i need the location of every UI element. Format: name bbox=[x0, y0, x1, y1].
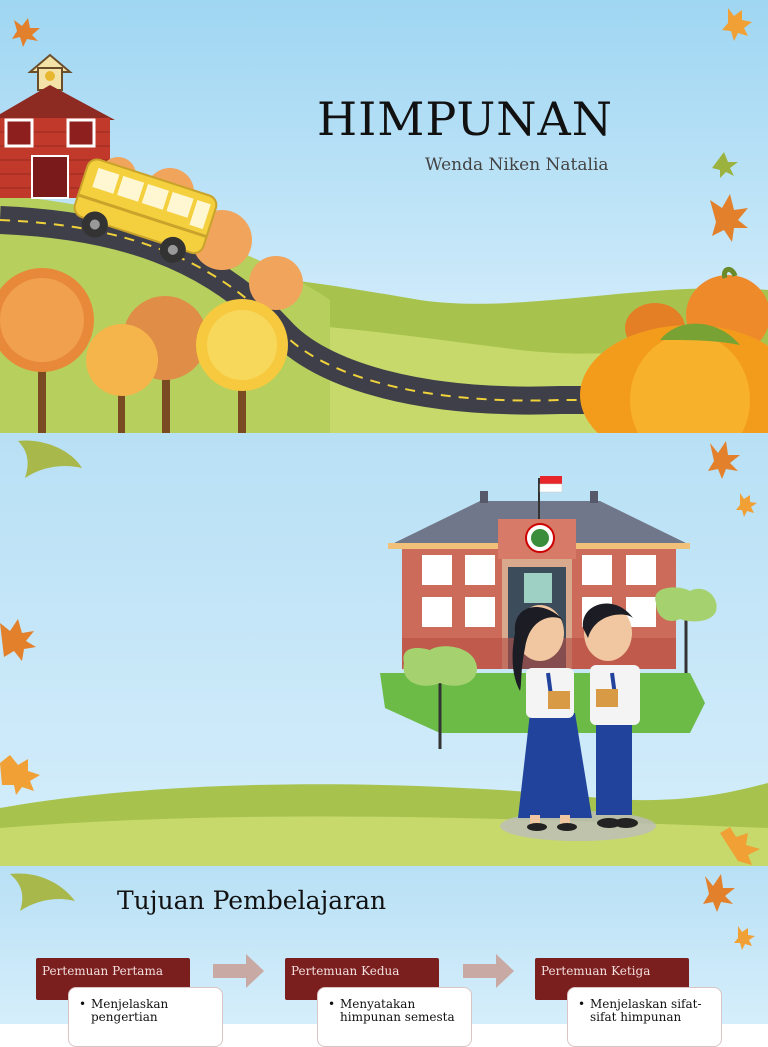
tujuan-heading: Tujuan Pembelajaran bbox=[117, 886, 387, 915]
bullet-icon: • bbox=[328, 997, 336, 1011]
bullet-icon: • bbox=[578, 997, 586, 1011]
meeting-card-1 bbox=[68, 987, 223, 1047]
meeting-card-3 bbox=[567, 987, 722, 1047]
bullet-icon: • bbox=[79, 997, 87, 1011]
student-boy-icon bbox=[583, 604, 640, 828]
meeting-bullet-text: Menyatakan himpunan semesta bbox=[340, 997, 455, 1024]
meeting-label-2: Pertemuan Kedua bbox=[285, 958, 439, 1000]
meeting-card-2 bbox=[317, 987, 472, 1047]
kompetensi-slide bbox=[0, 433, 768, 866]
meeting-label-1: Pertemuan Pertama bbox=[36, 958, 190, 1000]
meeting-bullet-text: Menjelaskan sifat-sifat himpunan bbox=[590, 997, 702, 1024]
meeting-bullet-text: Menjelaskan pengertian bbox=[91, 997, 169, 1024]
cover-slide bbox=[0, 0, 768, 433]
school-illustration bbox=[0, 433, 768, 866]
cover-illustration bbox=[0, 0, 768, 433]
meeting-label-3: Pertemuan Ketiga bbox=[535, 958, 689, 1000]
author-name: Wenda Niken Natalia bbox=[425, 155, 609, 175]
presentation-title: HIMPUNAN bbox=[316, 92, 614, 146]
